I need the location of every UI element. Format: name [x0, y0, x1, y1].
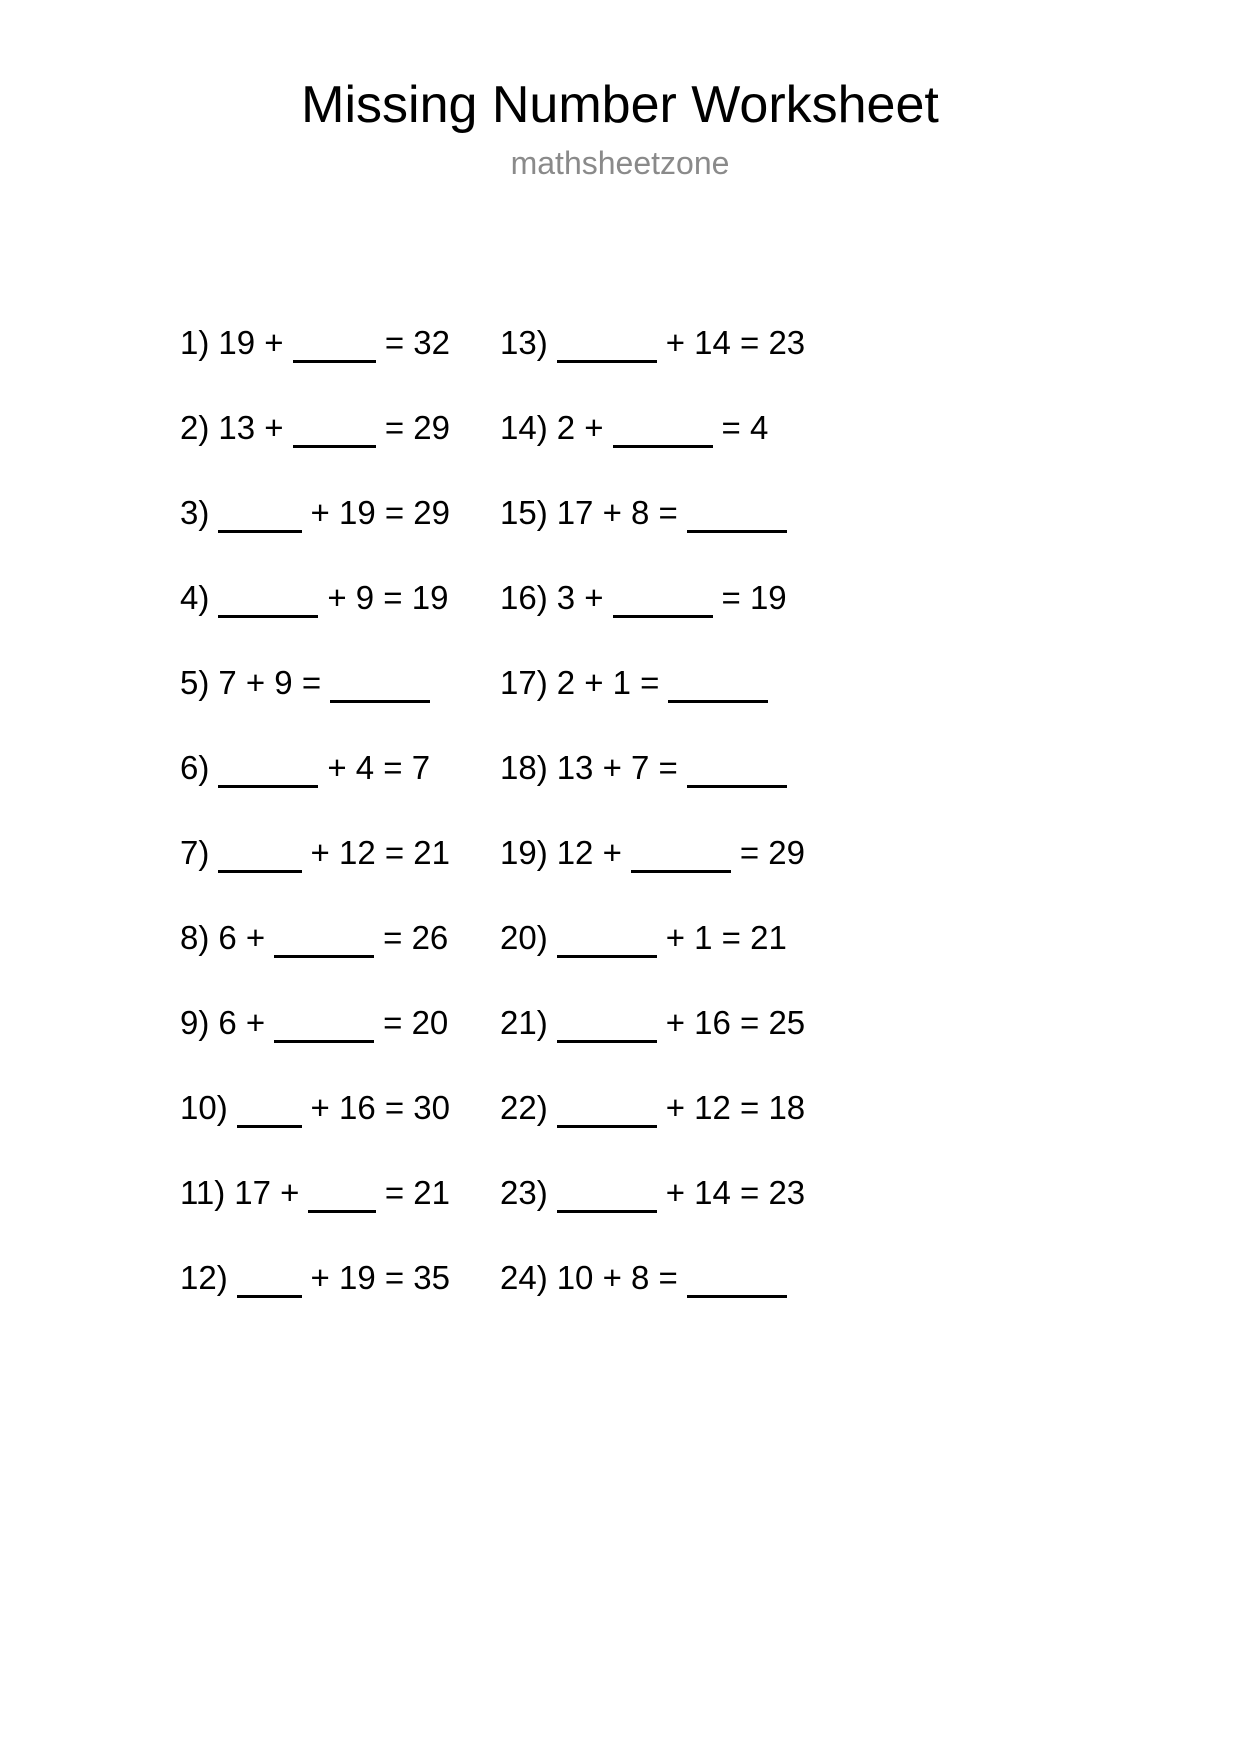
answer-blank[interactable]	[274, 1040, 374, 1043]
problem-row	[500, 1150, 1070, 1235]
problem-row	[500, 1235, 1070, 1320]
problem-expression-part: + 19 = 35	[310, 1259, 450, 1296]
problem-expression-part: = 32	[384, 324, 450, 361]
answer-blank[interactable]	[293, 360, 376, 363]
problem-expression-part: + 12 = 18	[665, 1089, 806, 1126]
problems-column-right	[450, 300, 1070, 1320]
problem-number: 18)	[500, 749, 548, 786]
problem-row	[500, 1065, 1070, 1150]
worksheet-header	[0, 78, 1240, 180]
problem-expression-part: 12 +	[556, 834, 622, 871]
problem-number: 13)	[500, 324, 548, 361]
problem-number: 24)	[500, 1259, 548, 1296]
problem-row	[180, 1235, 450, 1320]
problem-row	[500, 980, 1070, 1065]
problem-number: 8)	[180, 919, 210, 956]
problem-row	[180, 980, 450, 1065]
problem-row	[500, 640, 1070, 725]
problem-number: 1)	[180, 324, 210, 361]
problems-area	[0, 300, 1240, 1320]
problem-expression-part: = 29	[384, 409, 450, 446]
answer-blank[interactable]	[687, 1295, 787, 1298]
problem-row	[180, 1150, 450, 1235]
answer-blank[interactable]	[557, 955, 657, 958]
problems-column-left	[0, 300, 450, 1320]
problem-row	[500, 470, 1070, 555]
problem-number: 14)	[500, 409, 548, 446]
problem-expression-part: 6 +	[218, 1004, 266, 1041]
answer-blank[interactable]	[218, 530, 301, 533]
problem-number: 23)	[500, 1174, 548, 1211]
problem-expression-part: + 14 = 23	[665, 324, 806, 361]
problem-expression-part: + 1 = 21	[665, 919, 787, 956]
problem-row	[180, 470, 450, 555]
answer-blank[interactable]	[218, 870, 301, 873]
problem-number: 7)	[180, 834, 210, 871]
problem-number: 11)	[180, 1174, 226, 1211]
problem-expression-part: 2 +	[556, 409, 604, 446]
problem-number: 16)	[500, 579, 548, 616]
problem-expression-part: 6 +	[218, 919, 266, 956]
problem-expression-part: + 4 = 7	[327, 749, 431, 786]
problem-expression-part: = 19	[721, 579, 787, 616]
problem-row	[180, 385, 450, 470]
answer-blank[interactable]	[687, 530, 787, 533]
problem-number: 6)	[180, 749, 210, 786]
answer-blank[interactable]	[687, 785, 787, 788]
problem-expression-part: = 4	[721, 409, 769, 446]
problem-expression-part: 10 + 8 =	[556, 1259, 678, 1296]
problem-number: 10)	[180, 1089, 228, 1126]
problem-row	[500, 555, 1070, 640]
problem-row	[180, 895, 450, 980]
problem-number: 22)	[500, 1089, 548, 1126]
answer-blank[interactable]	[237, 1295, 302, 1298]
problem-expression-part: + 16 = 30	[310, 1089, 450, 1126]
problem-expression-part: 3 +	[556, 579, 604, 616]
problem-number: 5)	[180, 664, 210, 701]
problem-row	[500, 300, 1070, 385]
answer-blank[interactable]	[557, 360, 657, 363]
problem-number: 2)	[180, 409, 210, 446]
problem-expression-part: + 19 = 29	[310, 494, 450, 531]
problem-row	[500, 725, 1070, 810]
problem-number: 9)	[180, 1004, 210, 1041]
problem-number: 15)	[500, 494, 548, 531]
problem-row	[180, 725, 450, 810]
problem-row	[180, 300, 450, 385]
problem-row	[500, 810, 1070, 895]
problem-row	[500, 385, 1070, 470]
problem-expression-part: 17 + 8 =	[556, 494, 678, 531]
answer-blank[interactable]	[293, 445, 376, 448]
problem-number: 4)	[180, 579, 210, 616]
problem-expression-part: 13 + 7 =	[556, 749, 678, 786]
answer-blank[interactable]	[218, 615, 318, 618]
problem-expression-part: + 12 = 21	[310, 834, 450, 871]
problem-expression-part: 19 +	[218, 324, 284, 361]
problem-row	[180, 1065, 450, 1150]
answer-blank[interactable]	[613, 445, 713, 448]
problem-expression-part: + 14 = 23	[665, 1174, 806, 1211]
problem-expression-part: 7 + 9 =	[218, 664, 322, 701]
answer-blank[interactable]	[308, 1210, 375, 1213]
answer-blank[interactable]	[237, 1125, 302, 1128]
answer-blank[interactable]	[557, 1040, 657, 1043]
problem-expression-part: = 21	[384, 1174, 450, 1211]
problem-number: 3)	[180, 494, 210, 531]
problem-row	[180, 555, 450, 640]
answer-blank[interactable]	[557, 1125, 657, 1128]
answer-blank[interactable]	[613, 615, 713, 618]
answer-blank[interactable]	[631, 870, 731, 873]
answer-blank[interactable]	[218, 785, 318, 788]
problem-expression-part: = 29	[739, 834, 806, 871]
problem-row	[500, 895, 1070, 980]
problem-number: 19)	[500, 834, 548, 871]
problem-expression-part: = 20	[383, 1004, 449, 1041]
page-title: Missing Number Worksheet	[301, 76, 939, 134]
problem-expression-part: 2 + 1 =	[556, 664, 660, 701]
answer-blank[interactable]	[668, 700, 768, 703]
problem-number: 12)	[180, 1259, 228, 1296]
problem-expression-part: 13 +	[218, 409, 284, 446]
problem-expression-part: 17 +	[234, 1174, 300, 1211]
problem-expression-part: = 26	[383, 919, 449, 956]
answer-blank[interactable]	[330, 700, 430, 703]
problem-number: 21)	[500, 1004, 548, 1041]
problem-row	[180, 640, 450, 725]
problem-expression-part: + 16 = 25	[665, 1004, 806, 1041]
problem-expression-part: + 9 = 19	[327, 579, 449, 616]
answer-blank[interactable]	[557, 1210, 657, 1213]
problem-row	[180, 810, 450, 895]
page-subtitle: mathsheetzone	[510, 144, 730, 181]
problem-number: 20)	[500, 919, 548, 956]
answer-blank[interactable]	[274, 955, 374, 958]
problem-number: 17)	[500, 664, 548, 701]
